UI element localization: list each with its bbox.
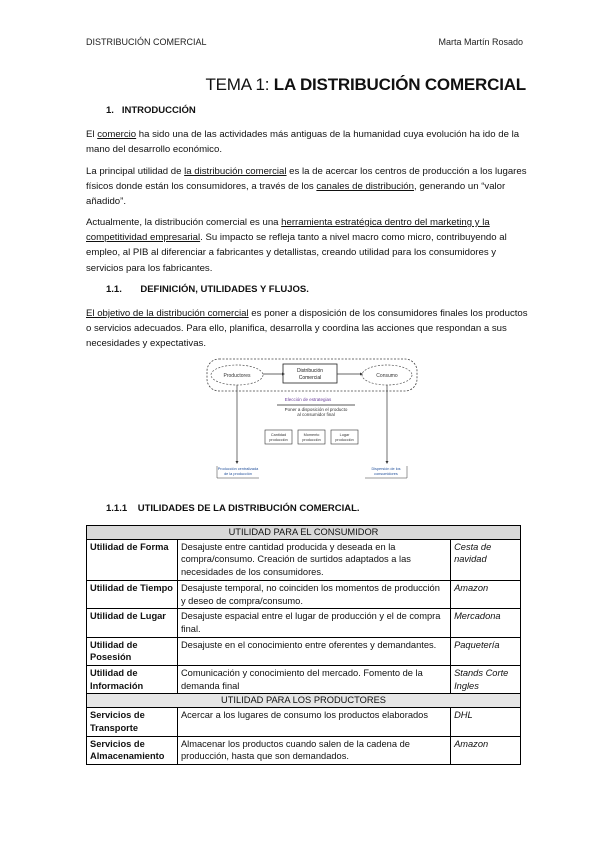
box-label-2: al consumidor final bbox=[297, 412, 335, 417]
box-cantidad-2: producción bbox=[269, 438, 288, 442]
box-momento-2: producción bbox=[302, 438, 321, 442]
table-row bbox=[87, 637, 521, 665]
utility-description: Desajuste en el conocimiento entre oferentes y demandantes. bbox=[177, 637, 450, 665]
text: ha sido una de las actividades más antiguas de la humanidad cuya evolución ha ido de la mano del desarrollo económico. bbox=[86, 129, 520, 156]
table-row bbox=[87, 708, 521, 736]
link-objetivo[interactable]: El objetivo de la distribución comercial bbox=[86, 308, 249, 319]
producer-header: UTILIDAD PARA LOS PRODUCTORES bbox=[87, 694, 521, 708]
utility-label: Utilidad de Información bbox=[87, 666, 178, 694]
utility-description: Desajuste temporal, no coinciden los momentos de producción y deseo de compra/consumo. bbox=[177, 580, 450, 608]
paragraph-3 bbox=[86, 215, 532, 276]
section-heading-1-1 bbox=[106, 284, 309, 295]
utility-description: Acercar a los lugares de consumo los productos elaborados bbox=[177, 708, 450, 736]
box-lugar-1: Lugar bbox=[339, 433, 350, 437]
table-section-header bbox=[87, 694, 521, 708]
text: es poner a disposición de los consumidores finales los productos o servicios adecuados. Para ello, planifica, desarrolla y coordina las acciones que respondan a sus necesidades y expectativas. bbox=[86, 308, 528, 350]
link-canales-distribucion[interactable]: canales de distribución bbox=[316, 181, 414, 193]
utility-label: Utilidad de Lugar bbox=[87, 609, 178, 637]
utility-label: Utilidad de Forma bbox=[87, 539, 178, 580]
table-row bbox=[87, 539, 521, 580]
box-cantidad-1: Cantidad bbox=[270, 433, 287, 437]
right-label-1: Dispersión de los bbox=[371, 467, 401, 471]
utility-label: Servicios de Transporte bbox=[87, 708, 178, 736]
table-section-header bbox=[87, 526, 521, 540]
utility-example: Mercadona bbox=[451, 609, 521, 637]
paragraph-4 bbox=[86, 306, 532, 352]
utility-example: Stands Corte Ingles bbox=[451, 666, 521, 694]
paragraph-2 bbox=[86, 164, 532, 210]
utility-example: Amazon bbox=[451, 580, 521, 608]
utility-description: Comunicación y conocimiento del mercado. Fomento de la demanda final bbox=[177, 666, 450, 694]
section-title: DEFINICIÓN, UTILIDADES Y FLUJOS. bbox=[140, 284, 309, 295]
arrowhead bbox=[386, 461, 389, 464]
utility-description: Desajuste entre cantidad producida y deseada en la compra/consumo. Creación de surtidos adaptados a las necesidades de los consumidores. bbox=[177, 539, 450, 580]
link-distribucion-comercial[interactable]: la distribución comercial bbox=[184, 166, 287, 177]
utility-example: Cesta de navidad bbox=[451, 539, 521, 580]
link-herramienta-estrategica[interactable]: herramienta estratégica dentro del marketing y la competitividad empresarial bbox=[86, 217, 490, 244]
header-author: Marta Martín Rosado bbox=[438, 37, 523, 47]
arrowhead bbox=[236, 461, 239, 464]
utilities-table bbox=[86, 525, 521, 765]
section-number: 1.1.1 bbox=[106, 503, 128, 514]
title-prefix: TEMA 1: bbox=[205, 75, 274, 94]
section-number: 1. bbox=[106, 105, 114, 116]
section-title: INTRODUCCIÓN bbox=[121, 105, 196, 116]
distribution-diagram bbox=[205, 357, 419, 480]
paragraph-1 bbox=[86, 127, 532, 157]
box-momento-1: Momento bbox=[303, 433, 320, 437]
section-title: UTILIDADES DE LA DISTRIBUCIÓN COMERCIAL. bbox=[137, 503, 360, 514]
text: es la de acercar los centros de producción a los lugares físicos donde están los consumidores, a través de los bbox=[86, 166, 527, 193]
utility-description: Almacenar los productos cuando salen de la cadena de producción, hasta que son demandados. bbox=[177, 736, 450, 764]
utility-example: Paquetería bbox=[451, 637, 521, 665]
title-main: LA DISTRIBUCIÓN COMERCIAL bbox=[273, 75, 526, 94]
consumer-header: UTILIDAD PARA EL CONSUMIDOR bbox=[87, 526, 521, 540]
table-row bbox=[87, 609, 521, 637]
left-label-1: Producción centralizada bbox=[217, 467, 259, 471]
center-label-2: Comercial bbox=[298, 375, 322, 381]
text: La principal utilidad de bbox=[86, 166, 185, 177]
text: , generando un “valor añadido”. bbox=[86, 181, 506, 208]
section-heading-1-1-1 bbox=[106, 503, 360, 514]
table-row bbox=[87, 736, 521, 764]
utility-example: Amazon bbox=[451, 736, 521, 764]
text: . Su impacto se refleja tanto a nivel macro como micro, contribuyendo al empleo, al PIB al diferenciar a fabricantes y detallistas, creando utilidad para los consumidores y servicios para los fabricantes. bbox=[86, 232, 507, 274]
text: El bbox=[86, 129, 98, 140]
table-row bbox=[87, 666, 521, 694]
utility-label: Utilidad de Tiempo bbox=[87, 580, 178, 608]
center-label-1: Distribución bbox=[296, 368, 324, 374]
left-label-2: de la producción bbox=[224, 472, 252, 476]
table-row bbox=[87, 580, 521, 608]
header-course: DISTRIBUCIÓN COMERCIAL bbox=[86, 37, 207, 47]
link-comercio[interactable]: comercio bbox=[97, 129, 137, 140]
section-number: 1.1. bbox=[106, 284, 122, 295]
utility-description: Desajuste espacial entre el lugar de producción y el de compra final. bbox=[177, 609, 450, 637]
consumers-label: Consumo bbox=[376, 373, 398, 379]
utility-label: Utilidad de Posesión bbox=[87, 637, 178, 665]
box-lugar-2: producción bbox=[335, 438, 354, 442]
text: Actualmente, la distribución comercial es una bbox=[86, 217, 282, 228]
producers-label: Productores bbox=[223, 373, 251, 379]
box-label-1: Poner a disposición el producto bbox=[284, 407, 348, 412]
utility-example: DHL bbox=[451, 708, 521, 736]
section-heading-1 bbox=[106, 105, 196, 116]
utility-label: Servicios de Almacenamiento bbox=[87, 736, 178, 764]
right-label-2: consumidores bbox=[374, 472, 398, 476]
mid-label: Elección de estrategias bbox=[284, 397, 332, 402]
page-title bbox=[205, 75, 526, 95]
